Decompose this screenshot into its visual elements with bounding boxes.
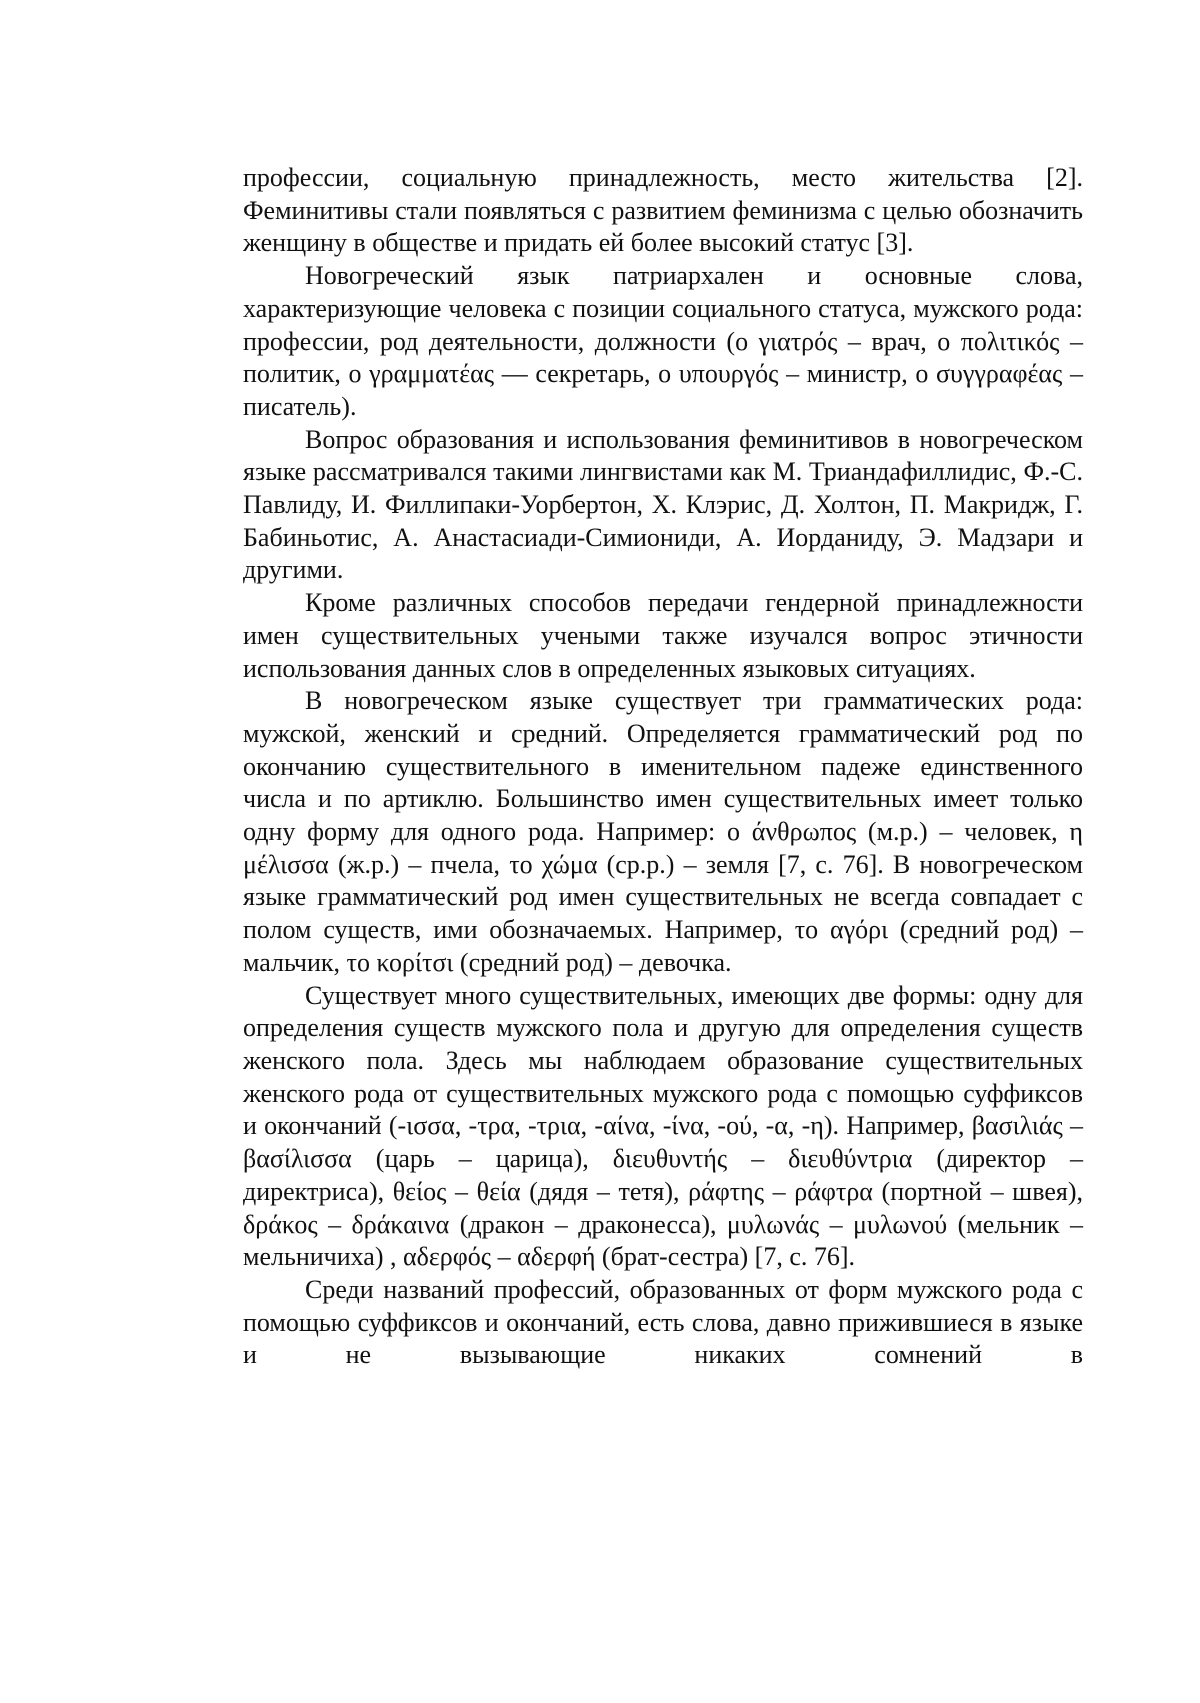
paragraph-4: Кроме различных способов передачи гендерной принадлежности имен существительных учеными также изучался вопрос этичности использования данных слов в определенных языковых ситуациях. [243,588,1083,683]
document-page [243,162,1083,1372]
paragraph-6: Существует много существительных, имеющих две формы: одну для определения существ мужского пола и другую для определения существ женского пола. Здесь мы наблюдаем образование существительных женского рода от существительных мужского рода с помощью суффиксов и окончаний (-ισσα, -τρα, -τρια, -αίνα, -ίνα, -ού, -α, -η). Например, βασιλιάς – βασίλισσα (царь – царица), διευθυντής – διευθύντρια (директор – директриса), θείος – θεία (дядя – тетя), ράφτης – ράφτρα (портной – швея), δράκος – δράκαινα (дракон – драконесса), μυλωνάς – μυλωνού (мельник – мельничиха) , αδερφός – αδερφή (брат-сестра) [7, с. 76]. [243,980,1083,1272]
paragraph-3: Вопрос образования и использования феминитивов в новогреческом языке рассматривался такими лингвистами как М. Триандафиллидис, Ф.-С. Павлиду, И. Филлипаки-Уорбертон, Х. Клэрис, Д. Холтон, П. Макридж, Г. Бабиньотис, А. Анастасиади-Симиониди, А. Иорданиду, Э. Мадзари и другими. [243,424,1083,585]
paragraph-7: Среди названий профессий, образованных от форм мужского рода с помощью суффиксов и окончаний, есть слова, давно прижившиеся в языке и не вызывающие никаких сомнений в [243,1274,1083,1370]
paragraph-5: В новогреческом языке существует три грамматических рода: мужской, женский и средний. Определяется грамматический род по окончанию существительного в именительном падеже единственного числа и по артиклю. Большинство имен существительных имеет только одну форму для одного рода. Например: ο άνθρωπος (м.р.) – человек, η μέλισσα (ж.р.) – пчела, το χώμα (ср.р.) – земля [7, с. 76]. В новогреческом языке грамматический род имен существительных не всегда совпадает с полом существ, ими обозначаемых. Например, το αγόρι (средний род) – мальчик, το κορίτσι (средний род) – девочка. [243,686,1083,977]
paragraph-1: профессии, социальную принадлежность, место жительства [2]. Феминитивы стали появляться с развитием феминизма с целью обозначить женщину в обществе и придать ей более высокий статус [3]. [243,163,1083,258]
paragraph-2: Новогреческий язык патриархален и основные слова, характеризующие человека с позиции социального статуса, мужского рода: профессии, род деятельности, должности (ο γιατρός – врач, ο πολιτικός – политик, ο γραμματέας — секретарь, ο υπουργός – министр, ο συγγραφέας – писатель). [243,261,1083,421]
